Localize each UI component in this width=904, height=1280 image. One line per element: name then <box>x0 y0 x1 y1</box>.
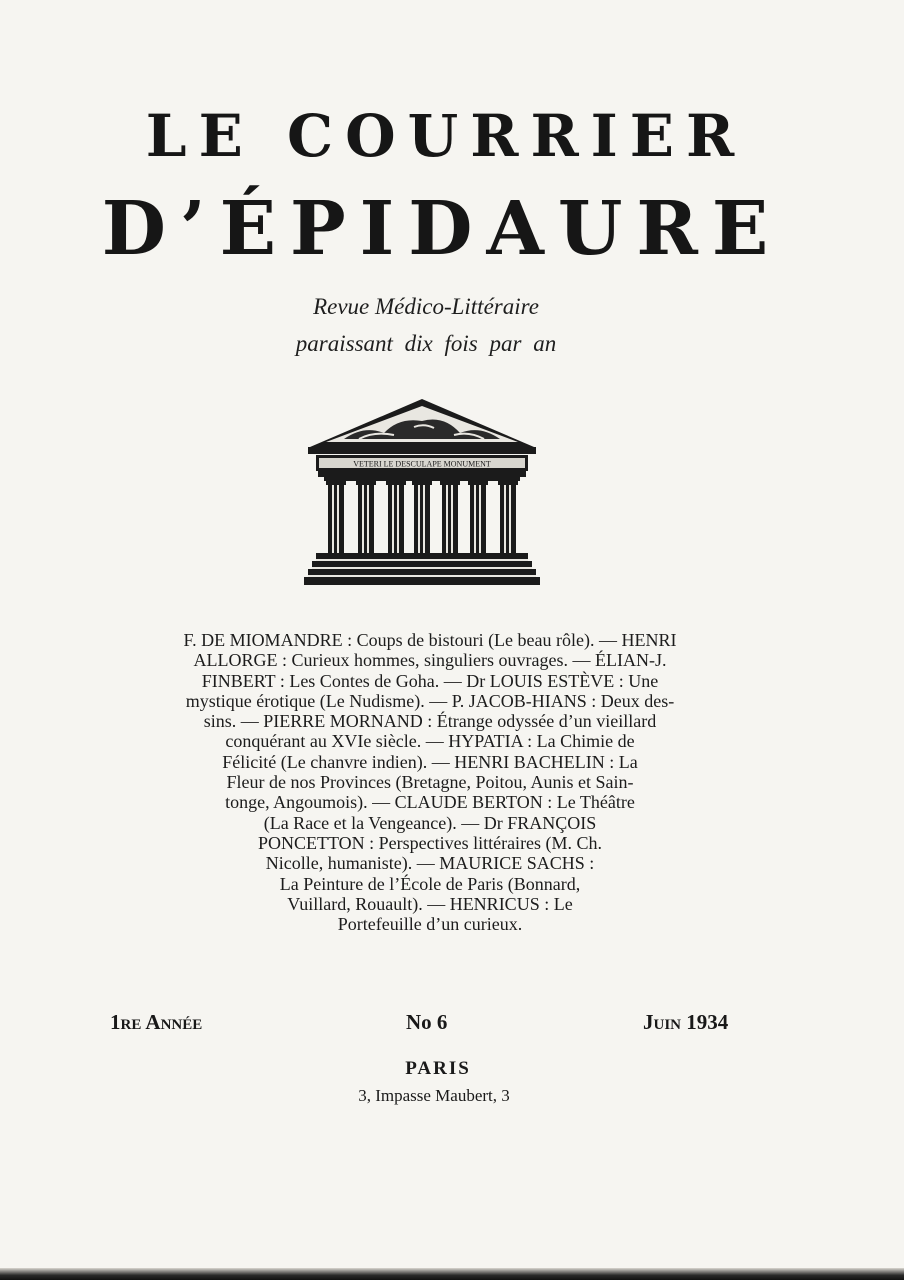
contents-line: ALLORGE : Curieux hommes, singuliers ouvrages. — ÉLIAN-J. <box>193 650 667 671</box>
table-of-contents <box>100 630 760 934</box>
contents-line: Fleur de nos Provinces (Bretagne, Poitou, Aunis et Sain- <box>226 772 634 793</box>
contents-line: Portefeuille d’un curieux. <box>337 914 523 935</box>
journal-title-line-2: D’ÉPIDAURE <box>101 186 783 272</box>
contents-line: Nicolle, humaniste). — MAURICE SACHS : <box>265 853 595 874</box>
journal-title-line-1: LE COURRIER <box>145 102 747 170</box>
contents-line: PONCETTON : Perspectives littéraires (M. Ch. <box>257 832 603 853</box>
journal-subtitle: Revue Médico-Littéraire <box>313 294 539 319</box>
contents-line: tonge, Angoumois). — CLAUDE BERTON : Le Théâtre <box>225 792 635 813</box>
issue-date: Juin 1934 <box>643 1010 729 1034</box>
contents-line: F. DE MIOMANDRE : Coups de bistouri (Le beau rôle). — HENRI <box>183 630 677 650</box>
contents-line: sins. — PIERRE MORNAND : Étrange odyssée d’un vieillard <box>203 711 657 732</box>
contents-line: La Peinture de l’École de Paris (Bonnard, <box>279 873 581 894</box>
contents-line: mystique érotique (Le Nudisme). — P. JACOB-HIANS : Deux des- <box>185 690 675 711</box>
publisher-address: 3, Impasse Maubert, 3 <box>358 1086 510 1105</box>
page-bottom-edge <box>0 1268 904 1280</box>
greek-temple-icon <box>304 395 540 587</box>
temple-frieze-inscription: VETERI LE DESCULAPE MONUMENT <box>353 459 491 469</box>
contents-line: (La Race et la Vengeance). — Dr FRANÇOIS <box>263 812 597 833</box>
contents-line: Vuillard, Rouault). — HENRICUS : Le <box>287 893 573 914</box>
contents-line: conquérant au XVIe siècle. — HYPATIA : La Chimie de <box>225 731 635 752</box>
issue-year: 1re Année <box>110 1010 203 1034</box>
contents-line: Félicité (Le chanvre indien). — HENRI BACHELIN : La <box>222 751 638 772</box>
issue-number: No 6 <box>406 1010 448 1034</box>
contents-line: FINBERT : Les Contes de Goha. — Dr LOUIS ESTÈVE : Une <box>201 670 659 691</box>
publisher-city: PARIS <box>405 1058 471 1079</box>
publication-frequency: paraissant dix fois par an <box>295 331 557 356</box>
